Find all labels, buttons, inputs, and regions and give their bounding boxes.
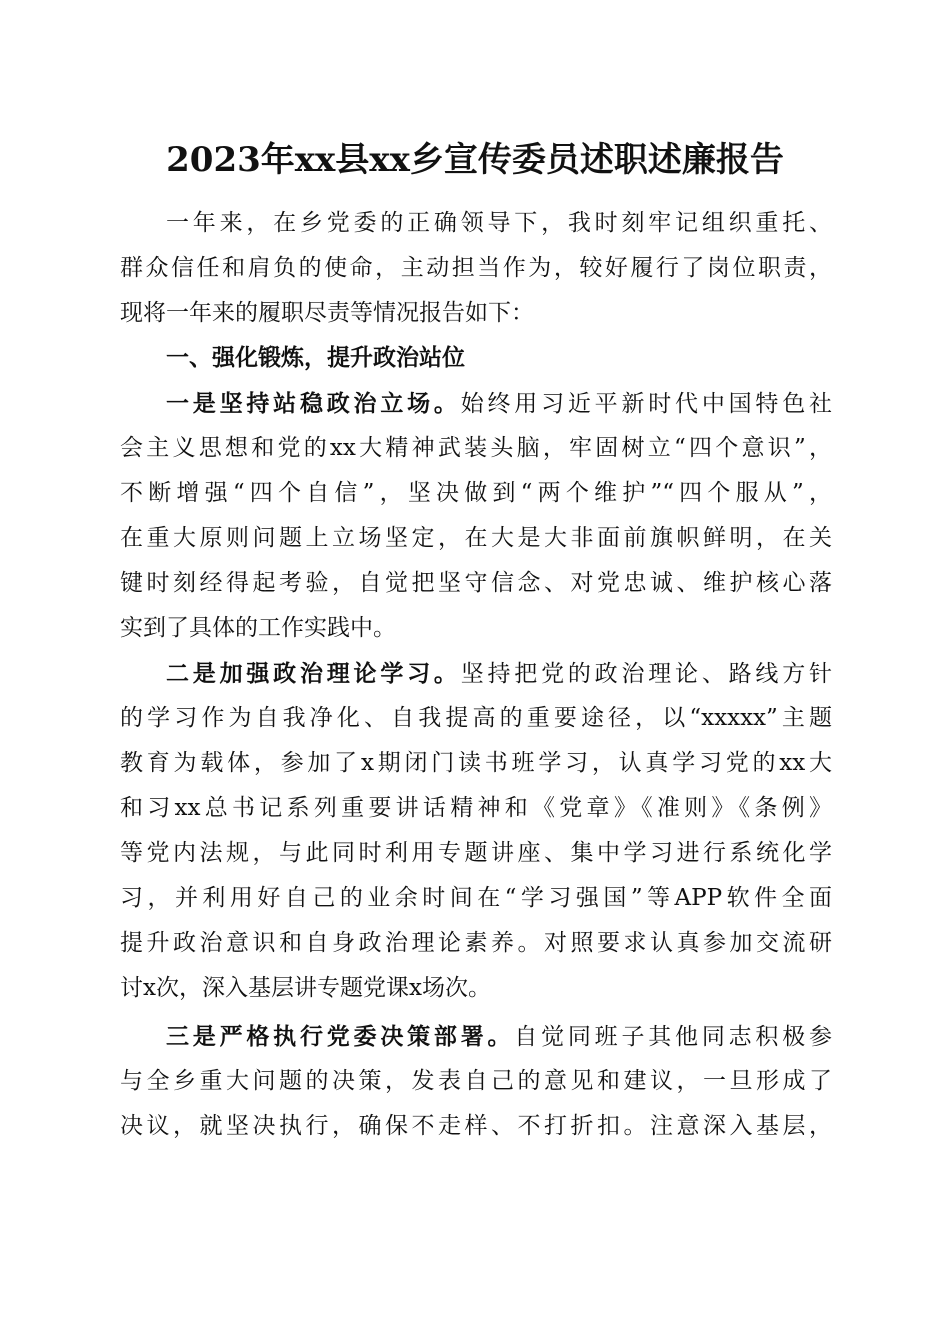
- para2-line-1: [120, 651, 832, 696]
- para2-line-2: 的学习作为自我净化、自我提高的重要途径，以“xxxxx”主题: [120, 705, 832, 731]
- para1-line-4: 在重大原则问题上立场坚定，在大是大非面前旗帜鲜明，在关: [120, 525, 832, 551]
- para2-line-4: 和习xx总书记系列重要讲话精神和《党章》《准则》《条例》: [120, 795, 832, 821]
- para1-line-3: 不断增强“四个自信”，坚决做到“两个维护”“四个服从”，: [120, 480, 832, 506]
- para1-line-6: 实到了具体的工作实践中。: [120, 615, 396, 641]
- para2-line-5: 等党内法规，与此同时利用专题讲座、集中学习进行系统化学: [120, 840, 832, 866]
- intro-line-3: 现将一年来的履职尽责等情况报告如下：: [120, 300, 534, 326]
- para3-line-2: 与全乡重大问题的决策，发表自己的意见和建议，一旦形成了: [120, 1068, 832, 1094]
- document-body: [120, 201, 832, 1149]
- para1-line-1: [120, 381, 832, 426]
- para2-line-3: 教育为载体，参加了x期闭门读书班学习，认真学习党的xx大: [120, 750, 832, 776]
- para2-first-rest: 坚持把党的政治理论、路线方针: [460, 661, 833, 687]
- para1-line-5: 键时刻经得起考验，自觉把坚守信念、对党忠诚、维护核心落: [120, 570, 832, 596]
- section-heading-1: 一、强化锻炼，提升政治站位: [166, 345, 465, 371]
- para1-lead: 一是坚持站稳政治立场。: [166, 390, 461, 417]
- para3-line-1: [120, 1014, 832, 1059]
- intro-line-2: 群众信任和肩负的使命，主动担当作为，较好履行了岗位职责，: [120, 255, 832, 281]
- para1-first-rest: 始终用习近平新时代中国特色社: [460, 391, 833, 417]
- para3-line-3: 决议，就坚决执行，确保不走样、不打折扣。注意深入基层，: [120, 1113, 832, 1139]
- para2-line-8: 讨x次，深入基层讲专题党课x场次。: [120, 975, 491, 1001]
- para1-line-2: 会主义思想和党的xx大精神武装头脑，牢固树立“四个意识”，: [120, 435, 832, 461]
- intro-line-1: 一年来，在乡党委的正确领导下，我时刻牢记组织重托、: [166, 210, 832, 236]
- para2-line-7: 提升政治意识和自身政治理论素养。对照要求认真参加交流研: [120, 930, 832, 956]
- document-title: 2023年xx县xx乡宣传委员述职述廉报告: [166, 140, 784, 180]
- para3-lead: 三是严格执行党委决策部署。: [166, 1023, 515, 1050]
- para2-lead: 二是加强政治理论学习。: [166, 660, 461, 687]
- para3-first-rest: 自觉同班子其他同志积极参: [514, 1024, 833, 1050]
- para2-line-6: 习，并利用好自己的业余时间在“学习强国”等APP软件全面: [120, 885, 832, 911]
